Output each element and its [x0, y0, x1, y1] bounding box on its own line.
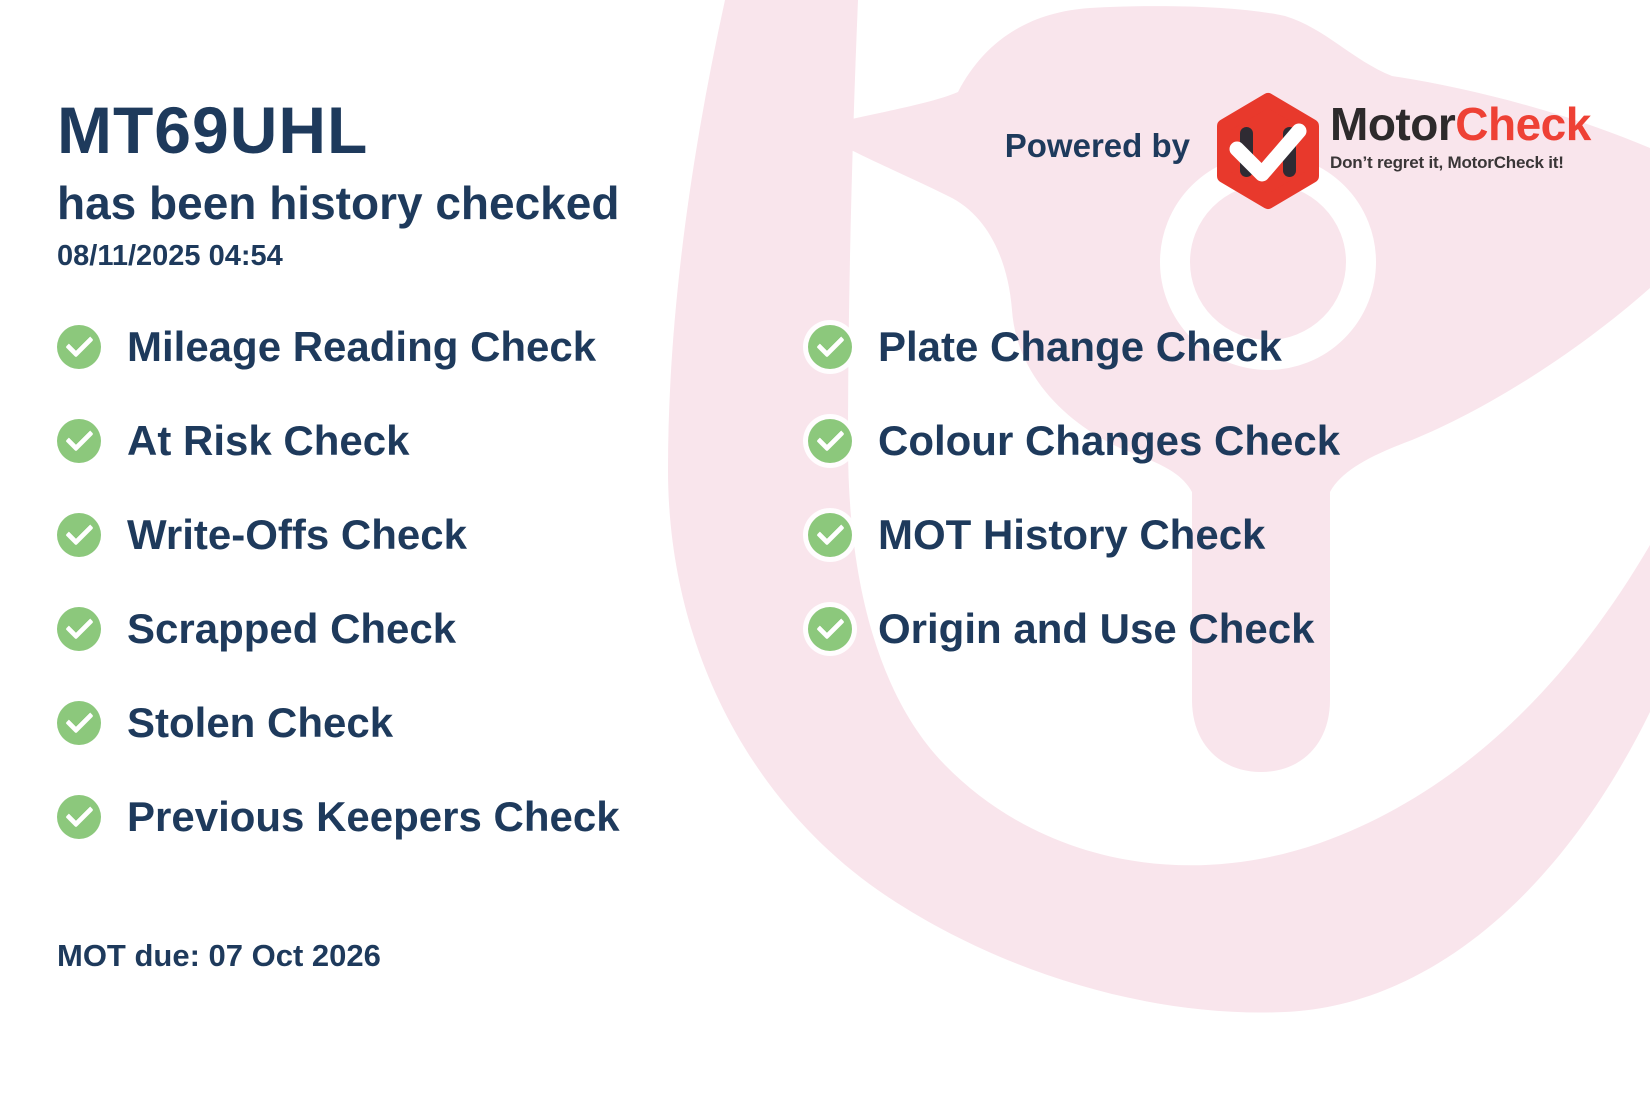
check-item-label: Colour Changes Check — [878, 417, 1341, 464]
check-item-label: MOT History Check — [878, 511, 1266, 558]
checkmark-circle-icon — [57, 795, 101, 839]
check-item-label: Stolen Check — [127, 699, 394, 746]
check-timestamp: 08/11/2025 04:54 — [57, 240, 283, 272]
check-item-label: Previous Keepers Check — [127, 793, 620, 840]
brand-name-check: Check — [1455, 98, 1591, 150]
checkmark-circle-icon — [808, 607, 852, 651]
checkmark-circle-icon — [808, 419, 852, 463]
brand-tagline: Don’t regret it, MotorCheck it! — [1330, 153, 1564, 172]
powered-by-label: Powered by — [1004, 127, 1190, 164]
checklist-right — [808, 300, 1340, 676]
registration-plate: MT69UHL — [57, 93, 369, 167]
checkmark-circle-icon — [808, 513, 852, 557]
check-list-item — [57, 488, 620, 582]
check-item-label: Mileage Reading Check — [127, 323, 597, 370]
check-item-label: At Risk Check — [127, 417, 410, 464]
check-item-label: Origin and Use Check — [878, 605, 1315, 652]
checkmark-circle-icon — [57, 513, 101, 557]
mot-due-date: MOT due: 07 Oct 2026 — [57, 938, 381, 973]
check-list-item — [57, 582, 620, 676]
checkmark-circle-icon — [57, 607, 101, 651]
check-list-item — [808, 394, 1340, 488]
check-item-label: Write-Offs Check — [127, 511, 467, 558]
check-list-item — [808, 582, 1340, 676]
brand-name-motor: Motor — [1330, 98, 1456, 150]
brand-name — [1330, 98, 1591, 150]
check-list-item — [57, 394, 620, 488]
checkmark-circle-icon — [57, 701, 101, 745]
checkmark-circle-icon — [57, 419, 101, 463]
checkmark-circle-icon — [808, 325, 852, 369]
motorcheck-hexagon-check-icon — [1224, 100, 1312, 202]
checklist-left — [57, 300, 620, 864]
check-list-item — [57, 300, 620, 394]
page-title: has been history checked — [57, 177, 620, 229]
check-list-item — [57, 676, 620, 770]
check-list-item — [808, 300, 1340, 394]
check-list-item — [57, 770, 620, 864]
check-list-item — [808, 488, 1340, 582]
check-item-label: Plate Change Check — [878, 323, 1282, 370]
check-item-label: Scrapped Check — [127, 605, 457, 652]
checkmark-circle-icon — [57, 325, 101, 369]
motorcheck-logo — [1330, 98, 1591, 172]
